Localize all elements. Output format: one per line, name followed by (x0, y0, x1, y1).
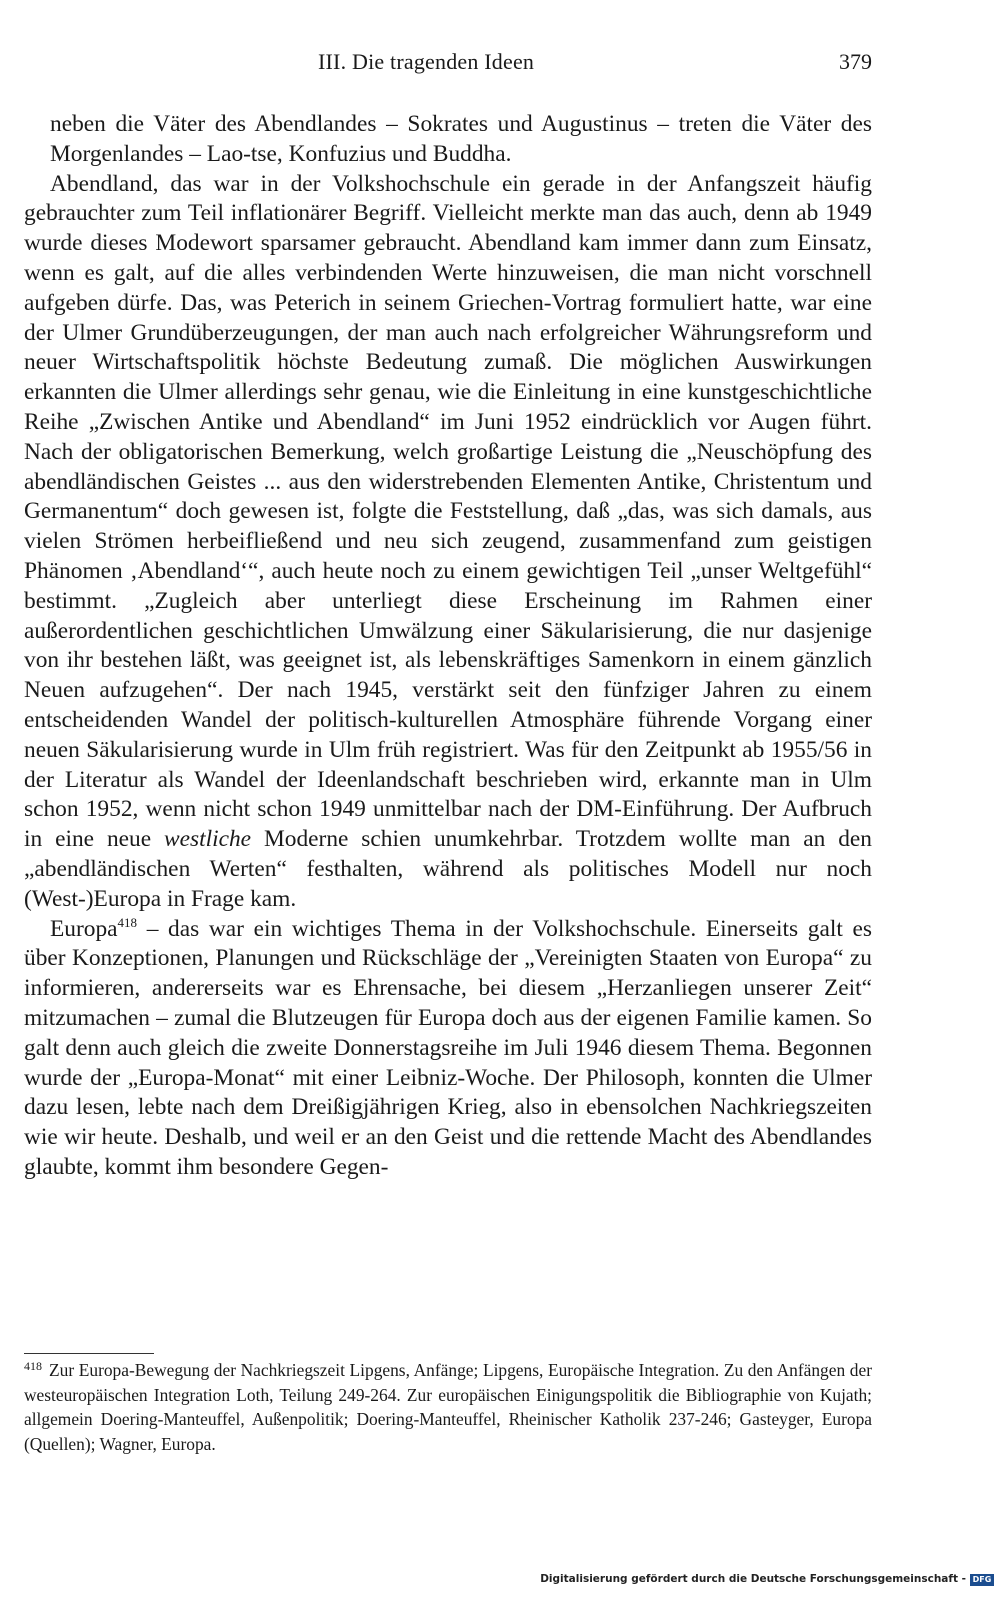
footnote-text: Zur Europa-Bewegung der Nachkriegszeit Lipgens, Anfänge; Lipgens, Europäische Integration. Zu den Anfängen der westeuropäischen Integration Loth, Teilung 249-264. Zur europäischen Einigungspolitik die Bibliographie von Kujath; allgemein Doering-Manteuffel, Außenpolitik; Doering-Manteuffel, Rheinischer Katholik 237-246; Gasteyger, Europa (Quellen); Wagner, Europa. (24, 1360, 872, 1454)
paragraph-europa-lead: Europa (50, 915, 118, 942)
footnote-rule (24, 1353, 154, 1354)
footnote-reference[interactable]: 418 (117, 914, 138, 930)
page-number: 379 (839, 49, 872, 74)
emphasis-westliche: westliche (164, 826, 252, 853)
footnote-418 (24, 1358, 872, 1456)
paragraph-abendland-text-b: Moderne schien unumkehrbar. Trotzdem wollte man an den „abendländischen Werten“ festhalten, während als politisches Modell nur noch (West-)Europa in Frage kam. (24, 826, 872, 912)
paragraph-abendland-text-a: Abendland, das war in der Volkshochschule ein gerade in der Anfangszeit häufig gebrauchter zum Teil inflationärer Begriff. Vielleicht merkte man das auch, denn ab 1949 wurde dieses Modewort sparsamer gebraucht. Abendland kam immer dann zum Einsatz, wenn es galt, auf die alles verbindenden Werte hinzuweisen, die man nicht vorschnell aufgeben dürfe. Das, was Peterich in seinem Griechen-Vortrag formuliert hatte, war eine der Ulmer Grundüberzeugungen, der man auch nach erfolgreicher Währungsreform und neuer Wirtschaftspolitik höchste Bedeutung zumaß. Die möglichen Auswirkungen erkannten die Ulmer allerdings sehr genau, wie die Einleitung in eine kunstgeschichtliche Reihe „Zwischen Antike und Abendland“ im Juni 1952 eindrücklich vor Augen führt. Nach der obligatorischen Bemerkung, welch großartige Leistung die „Neuschöpfung des abendländischen Geistes ... aus den widerstrebenden Elementen Antike, Christentum und Germanentum“ doch gewesen ist, folgte die Feststellung, daß „das, was sich damals, aus vielen Strömen herbeifließend und neu sich zeugend, zusammenfand zum geistigen Phänomen ‚Abendland‘“, auch heute noch zu einem gewichtigen Teil „unser Weltgefühl“ bestimmt. „Zugleich aber unterliegt diese Erscheinung im Rahmen einer außerordentlichen geschichtlichen Umwälzung einer Säkularisierung, die nur dasjenige von ihr bestehen läßt, was geeignet ist, als lebenskräftiges Samenkorn in einem gänzlich Neuen aufzugehen“. Der nach 1945, verstärkt seit den fünfziger Jahren zu einem entscheidenden Wandel der politisch-kulturellen Atmosphäre führende Vorgang einer neuen Säkularisierung wurde in Ulm früh registriert. Was für den Zeitpunkt ab 1955/56 in der Literatur als Wandel der Ideenlandschaft beschrieben wird, erkannte man in Ulm schon 1952, wenn nicht schon 1949 unmittelbar nach der DM-Einführung. Der Aufbruch in eine neue (24, 170, 872, 853)
paragraph-abendland (24, 170, 872, 915)
running-header (24, 46, 872, 78)
digitization-credit: Digitalisierung gefördert durch die Deutsche Forschungsgemeinschaft - (540, 1573, 966, 1585)
paragraph-europa (24, 915, 872, 1183)
main-text (24, 110, 872, 1183)
paragraph-continuation: neben die Väter des Abendlandes – Sokrates und Augustinus – treten die Väter des Morgenlandes – Lao-tse, Konfuzius und Buddha. (50, 111, 872, 167)
paragraph-europa-text: – das war ein wichtiges Thema in der Volkshochschule. Einerseits galt es über Konzeptionen, Planungen und Rückschläge der „Vereinigten Staaten von Europa“ zu informieren, andererseits war es Ehrensache, bei diesem „Herzanliegen unserer Zeit“ mitzumachen – zumal die Blutzeugen für Europa doch aus der eigenen Familie kamen. So galt denn auch gleich die zweite Donnerstagsreihe im Juli 1946 diesem Thema. Begonnen wurde der „Europa-Monat“ mit einer Leibniz-Woche. Der Philosoph, konnten die Ulmer dazu lesen, lebte nach dem Dreißigjährigen Krieg, also in ebensolchen Nachkriegszeiten wie wir heute. Deshalb, und weil er an den Geist und die rettende Macht des Abendlandes glaubte, kommt ihm besondere Gegen- (24, 915, 872, 1180)
chapter-title: III. Die tragenden Ideen (318, 49, 535, 74)
footnote-mark: 418 (24, 1359, 42, 1373)
dfg-logo-icon: DFG (970, 1574, 994, 1586)
